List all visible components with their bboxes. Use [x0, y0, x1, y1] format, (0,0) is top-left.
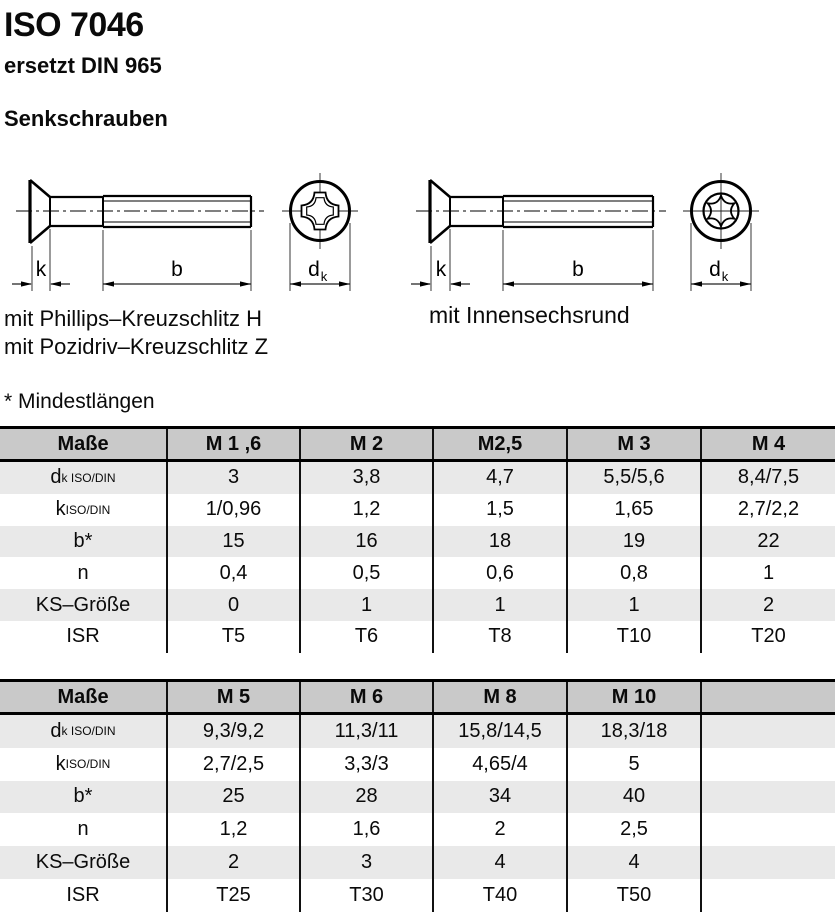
- value-cell: 18: [434, 526, 568, 558]
- value-cell: T6: [301, 621, 434, 653]
- torx-head-view: [683, 173, 759, 249]
- value-cell: 3: [301, 846, 434, 879]
- value-cell: 15,8/14,5: [434, 715, 568, 748]
- dim-label-dk-sub-left: k: [320, 269, 328, 284]
- value-cell: 0,4: [168, 557, 301, 589]
- value-cell: [702, 846, 835, 879]
- value-cell: 1,2: [168, 813, 301, 846]
- table-header-row: [0, 682, 835, 715]
- value-cell: 4: [568, 846, 702, 879]
- row-label: b*: [0, 781, 168, 814]
- table-row-b: [0, 781, 835, 814]
- phillips-head-view: [282, 173, 358, 249]
- value-cell: 1,65: [568, 494, 702, 526]
- screw-side-view-right: [416, 180, 666, 243]
- value-cell: 2: [762, 593, 775, 616]
- header-cell: M 8: [434, 682, 568, 712]
- value-cell: 3,8: [301, 462, 434, 494]
- dim-label-k-right: k: [435, 258, 447, 281]
- value-cell: T5: [168, 621, 301, 653]
- value-cell: [702, 879, 835, 912]
- value-cell: 2,7/2,5: [168, 748, 301, 781]
- row-label: ISR: [0, 879, 168, 912]
- value-cell: 2,5: [568, 813, 702, 846]
- table-row-isr: [0, 621, 835, 653]
- table-header-row: [0, 429, 835, 462]
- value-cell: 19: [568, 526, 702, 558]
- value-cell: 8,4/7,5: [737, 466, 800, 489]
- value-cell: 2,7/2,2: [737, 498, 800, 521]
- dim-label-k-left: k: [35, 258, 47, 281]
- dim-label-dk-right: d: [709, 258, 721, 281]
- value-cell: 0: [168, 589, 301, 621]
- value-cell: 4,7: [434, 462, 568, 494]
- value-cell: 3: [168, 462, 301, 494]
- dimensions-right: [411, 229, 653, 291]
- value-cell: 2: [434, 813, 568, 846]
- value-cell: 1: [762, 561, 775, 584]
- row-label: k ISO/DIN: [0, 494, 168, 526]
- value-cell: 4,65/4: [434, 748, 568, 781]
- row-label: d k ISO/DIN: [0, 462, 168, 494]
- value-cell: 0,5: [301, 557, 434, 589]
- caption-pozidriv: mit Pozidriv–Kreuzschlitz Z: [4, 334, 269, 359]
- value-cell: 1,5: [434, 494, 568, 526]
- table-row-n: [0, 557, 835, 589]
- value-cell: 1/0,96: [168, 494, 301, 526]
- table-row-dk: [0, 462, 835, 494]
- caption-innensechsrund: mit Innensechsrund: [429, 302, 630, 328]
- table-row-ks: [0, 846, 835, 879]
- technical-drawings: [0, 163, 835, 305]
- row-label: n: [0, 813, 168, 846]
- value-cell: 34: [434, 781, 568, 814]
- value-cell: 4: [434, 846, 568, 879]
- dim-label-dk-sub-right: k: [721, 269, 729, 284]
- dimension-table-m1-6-to-m4: [0, 426, 835, 653]
- value-cell: T20: [751, 625, 786, 648]
- value-cell: 1,6: [301, 813, 434, 846]
- value-cell: T25: [168, 879, 301, 912]
- min-length-note: * Mindestlängen: [4, 390, 155, 413]
- table-row-k: [0, 494, 835, 526]
- header-cell: M 2: [301, 429, 434, 459]
- value-cell: 9,3/9,2: [168, 715, 301, 748]
- screw-side-view-left: [16, 180, 264, 243]
- table-row-k: [0, 748, 835, 781]
- value-cell: 28: [301, 781, 434, 814]
- value-cell: T50: [568, 879, 702, 912]
- header-cell: M 3: [568, 429, 702, 459]
- value-cell: 2: [168, 846, 301, 879]
- value-cell: T40: [434, 879, 568, 912]
- value-cell: 40: [568, 781, 702, 814]
- header-cell: [702, 682, 835, 712]
- header-cell: M 1 ,6: [168, 429, 301, 459]
- replaces-note: ersetzt DIN 965: [4, 53, 162, 78]
- value-cell: T8: [434, 621, 568, 653]
- header-cell: M 5: [168, 682, 301, 712]
- header-cell: M2,5: [434, 429, 568, 459]
- page-title: ISO 7046: [4, 6, 144, 44]
- row-label: b*: [0, 526, 168, 558]
- header-cell: M 6: [301, 682, 434, 712]
- value-cell: 0,8: [568, 557, 702, 589]
- table-row-b: [0, 526, 835, 558]
- value-cell: 3,3/3: [301, 748, 434, 781]
- dimensions-left: [12, 229, 251, 291]
- value-cell: 5,5/5,6: [568, 462, 702, 494]
- header-cell: M 4: [751, 432, 786, 455]
- row-label: ISR: [0, 621, 168, 653]
- row-label: n: [0, 557, 168, 589]
- value-cell: [702, 813, 835, 846]
- table-row-ks: [0, 589, 835, 621]
- value-cell: T30: [301, 879, 434, 912]
- value-cell: [702, 781, 835, 814]
- row-label: KS–Größe: [0, 846, 168, 879]
- value-cell: 1,2: [301, 494, 434, 526]
- header-cell: Maße: [0, 682, 168, 712]
- table-row-isr: [0, 879, 835, 912]
- dim-label-b-left: b: [171, 258, 183, 281]
- caption-phillips: mit Phillips–Kreuzschlitz H: [4, 306, 262, 331]
- value-cell: 1: [301, 589, 434, 621]
- header-cell: Maße: [0, 429, 168, 459]
- value-cell: [702, 748, 835, 781]
- value-cell: 1: [568, 589, 702, 621]
- dim-label-dk-left: d: [308, 258, 320, 281]
- value-cell: 16: [301, 526, 434, 558]
- value-cell: T10: [568, 621, 702, 653]
- value-cell: 5: [568, 748, 702, 781]
- value-cell: 25: [168, 781, 301, 814]
- crosshair: [683, 173, 759, 249]
- value-cell: 15: [168, 526, 301, 558]
- table-row-n: [0, 813, 835, 846]
- value-cell: 22: [757, 529, 780, 552]
- value-cell: 11,3/11: [301, 715, 434, 748]
- table-row-dk: [0, 715, 835, 748]
- value-cell: 18,3/18: [568, 715, 702, 748]
- row-label: d k ISO/DIN: [0, 715, 168, 748]
- caption-left: [4, 305, 268, 361]
- value-cell: [702, 715, 835, 748]
- dimension-table-m5-to-m10: [0, 679, 835, 912]
- row-label: k ISO/DIN: [0, 748, 168, 781]
- dim-label-b-right: b: [572, 258, 584, 281]
- value-cell: 1: [434, 589, 568, 621]
- header-cell: M 10: [568, 682, 702, 712]
- product-name: Senkschrauben: [4, 106, 168, 131]
- value-cell: 0,6: [434, 557, 568, 589]
- row-label: KS–Größe: [0, 589, 168, 621]
